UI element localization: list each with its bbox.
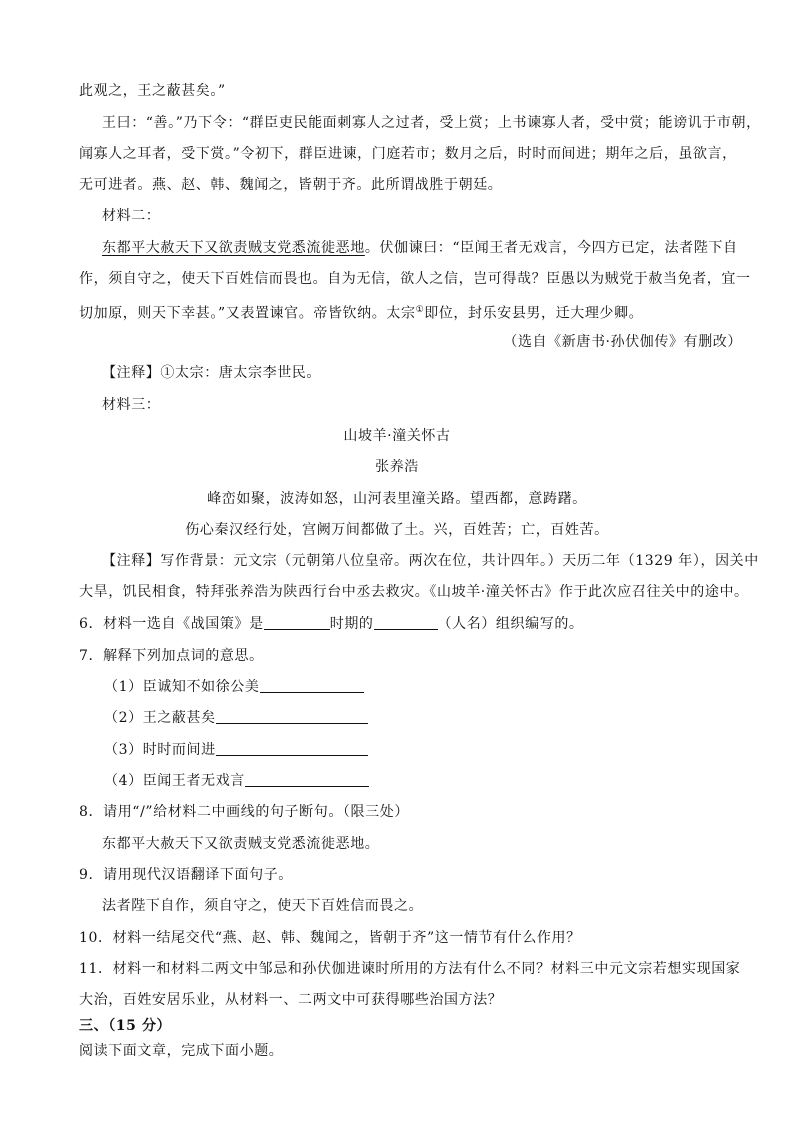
- question-text: （3）时时而间进: [104, 742, 216, 758]
- answer-blank[interactable]: [260, 677, 364, 693]
- answer-blank[interactable]: [216, 708, 368, 724]
- question-11-continued: 大治，百姓安居乐业，从材料一、二两文中可获得哪些治国方法？: [79, 992, 503, 1008]
- question-11: 11．材料一和材料二两文中邹忌和孙伏伽进谏时所用的方法有什么不同？材料三中元文宗若想实现国家: [79, 961, 741, 977]
- passage-line: [79, 299, 643, 325]
- section-instruction: 阅读下面文章，完成下面小题。: [79, 1043, 284, 1059]
- answer-blank[interactable]: [216, 740, 368, 756]
- question-9: 9．请用现代汉语翻译下面句子。: [79, 867, 293, 883]
- source-citation: （选自《新唐书·孙伏伽传》有删改）: [503, 334, 742, 350]
- question-8: 8．请用“/”给材料二中画线的句子断句。（限三处）: [79, 804, 409, 820]
- annotation: 【注释】写作背景：元文宗（元朝第八位皇帝。两次在位，共计四年。）天历二年（1329 年），因关中: [102, 553, 759, 569]
- question-6: [79, 613, 584, 635]
- poem-line: 伤心秦汉经行处，宫阙万间都做了土。兴，百姓苦；亡，百姓苦。: [185, 522, 609, 538]
- question-text: （4）臣闻王者无戏言: [104, 773, 245, 789]
- note-marker: ①: [415, 305, 425, 315]
- question-7-item: [104, 676, 364, 698]
- question-10: 10．材料一结尾交代“燕、赵、韩、魏闻之，皆朝于齐”这一情节有什么作用？: [79, 930, 581, 946]
- question-9-sentence: 法者陛下自作，须自守之，使天下百姓信而畏之。: [102, 898, 424, 914]
- material-two-label: 材料二：: [102, 208, 161, 224]
- question-text: （2）王之蔽甚矣: [104, 710, 216, 726]
- passage-text: 即位，封乐安县男，迁大理少卿。: [424, 305, 644, 322]
- passage-line: 无可进者。燕、赵、韩、魏闻之，皆朝于齐。此所谓战胜于朝廷。: [79, 177, 503, 193]
- question-7-item: [104, 770, 369, 792]
- annotation: 大旱，饥民相食，特拜张养浩为陕西行台中丞去救灾。《山坡羊·潼关怀古》作于此次应召往关中的途中。: [79, 584, 749, 600]
- answer-blank[interactable]: [245, 771, 369, 787]
- poem-author: 张养浩: [375, 459, 419, 475]
- question-7-item: [104, 739, 368, 761]
- answer-blank[interactable]: [264, 614, 330, 630]
- question-text: （人名）组织编写的。: [437, 616, 584, 632]
- question-text: 6．材料一选自《战国策》是: [79, 616, 264, 632]
- underlined-sentence: 东都平大赦天下又欲责贼支党悉流徙恶地: [102, 240, 365, 256]
- annotation: 【注释】①太宗：唐太宗李世民。: [102, 365, 321, 381]
- poem-line: 峰峦如聚，波涛如怒，山河表里潼关路。望西都，意踌躇。: [207, 491, 587, 507]
- passage-line: [102, 237, 738, 259]
- question-text: 时期的: [329, 616, 374, 632]
- passage-line: 此观之，王之蔽甚矣。”: [79, 83, 226, 99]
- material-three-label: 材料三：: [102, 397, 161, 413]
- answer-blank[interactable]: [374, 614, 438, 630]
- passage-line: 作，须自守之，使天下百姓信而畏也。自为无信，欲人之信，岂可得哉？臣愚以为贼党于赦当免者，宜一: [79, 271, 751, 287]
- section-heading: 三、（15 分）: [79, 1018, 172, 1034]
- passage-line: 闻寡人之耳者，受下赏。”令初下，群臣进谏，门庭若市；数月之后，时时而间进；期年之后，虽欲言，: [79, 146, 737, 162]
- question-8-sentence: 东都平大赦天下又欲责贼支党悉流徙恶地。: [102, 836, 380, 852]
- question-text: （1）臣诚知不如徐公美: [104, 679, 260, 695]
- question-7-item: [104, 707, 368, 729]
- passage-text: 切加原，则天下幸甚。”又表置谏官。帝皆钦纳。太宗: [79, 305, 416, 322]
- passage-text: 。伏伽谏曰：“臣闻王者无戏言，今四方已定，法者陛下自: [364, 240, 738, 256]
- question-7: 7．解释下列加点词的意思。: [79, 648, 264, 664]
- passage-line: 王曰：“善。”乃下令：“群臣吏民能面刺寡人之过者，受上赏；上书谏寡人者，受中赏；能谤讥于市朝，: [102, 115, 761, 131]
- poem-title: 山坡羊·潼关怀古: [343, 428, 451, 444]
